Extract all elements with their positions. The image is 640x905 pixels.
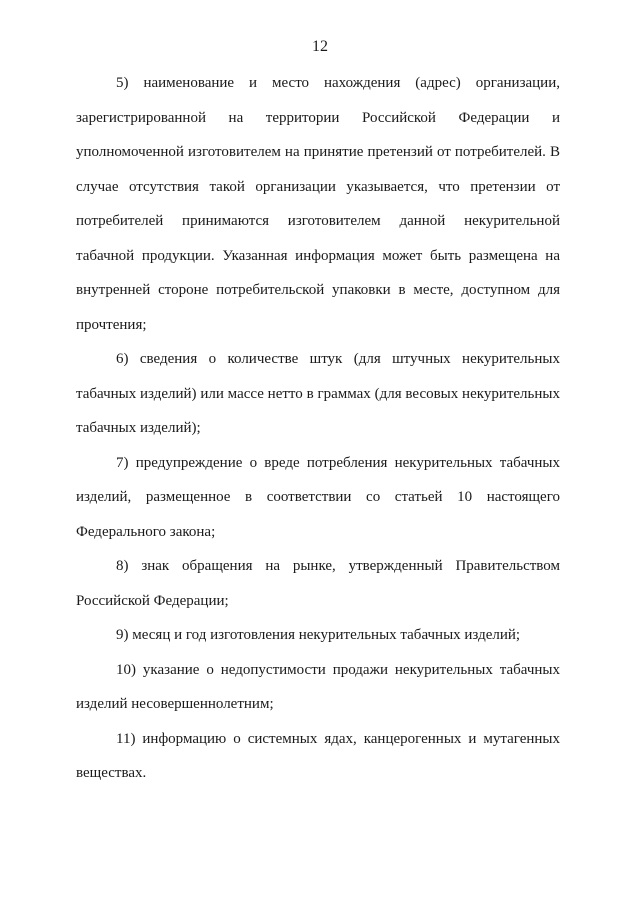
paragraph-item-5: 5) наименование и место нахождения (адрес) организации, зарегистрированной на территории Российской Федерации и уполномоченной изготовителем на принятие претензий от потребителей. В случае отсутствия такой организации указывается, что претензии от потребителей принимаются изготовителем данной некурительной табачной продукции. Указанная информация может быть размещена на внутренней стороне потребительской упаковки в месте, доступном для прочтения; xyxy=(76,75,560,333)
paragraph-item-6: 6) сведения о количестве штук (для штучных некурительных табачных изделий) или массе нетто в граммах (для весовых некурительных табачных изделий); xyxy=(76,351,560,436)
page-number: 12 xyxy=(312,38,328,55)
paragraph-item-10: 10) указание о недопустимости продажи некурительных табачных изделий несовершеннолетним; xyxy=(76,661,560,712)
paragraph-item-8: 8) знак обращения на рынке, утвержденный Правительством Российской Федерации; xyxy=(76,558,560,609)
paragraph-item-11: 11) информацию о системных ядах, канцерогенных и мутагенных веществах. xyxy=(76,730,560,781)
document-body xyxy=(76,66,560,791)
paragraph-item-7: 7) предупреждение о вреде потребления некурительных табачных изделий, размещенное в соответствии со статьей 10 настоящего Федерального закона; xyxy=(76,454,560,540)
paragraph-item-9: 9) месяц и год изготовления некурительных табачных изделий; xyxy=(116,627,521,643)
